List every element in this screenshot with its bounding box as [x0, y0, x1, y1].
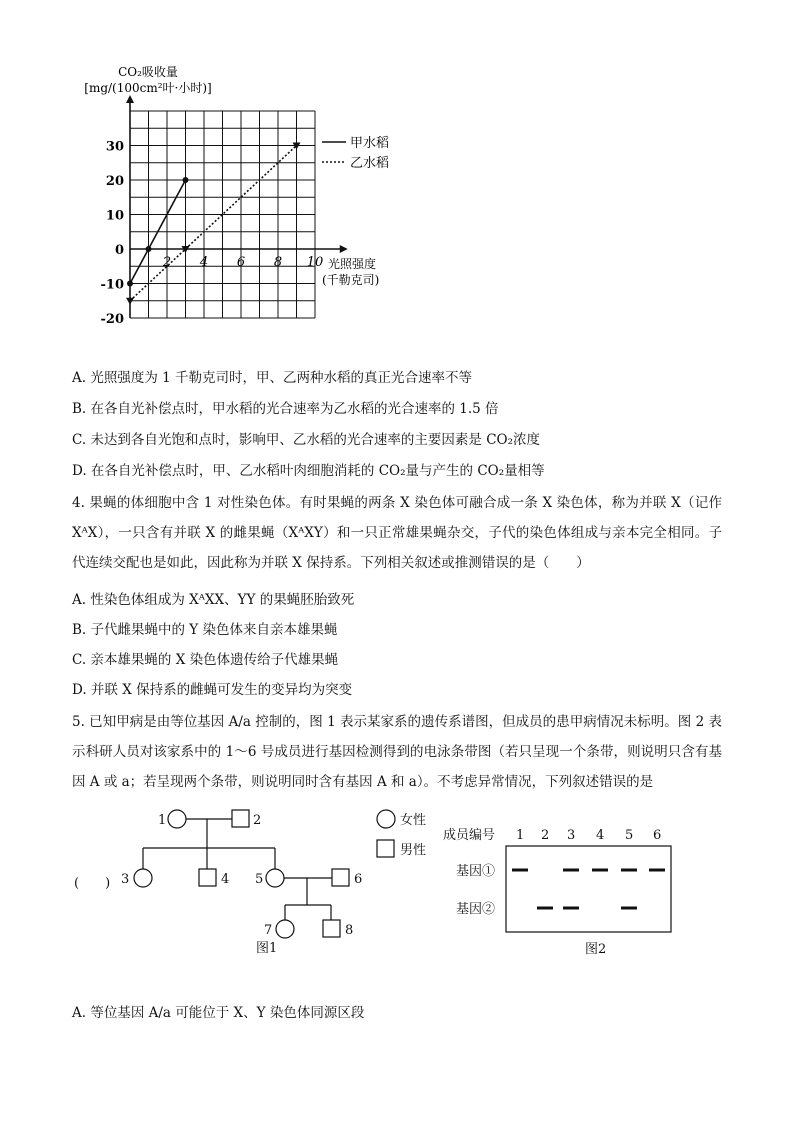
- x-tick-label: 4: [199, 255, 209, 270]
- pedigree-member-6: [332, 869, 349, 886]
- pedigree-member-4: [199, 869, 216, 886]
- legend-male-symbol: [377, 840, 394, 857]
- pedigree-number-5: 5: [255, 872, 264, 887]
- gel-header: 成员编号: [443, 828, 496, 843]
- y-axis-title-line2: [mg/(100cm²叶·小时)]: [84, 81, 212, 95]
- pedigree-number-1: 1: [158, 813, 167, 828]
- gel-band: [592, 869, 608, 872]
- co2-light-chart: [0, 0, 794, 340]
- gel-lane-4: 4: [596, 828, 605, 843]
- gel-lane-6: 6: [653, 828, 662, 843]
- pedigree-number-4: 4: [221, 872, 230, 887]
- pedigree-number-7: 7: [264, 923, 273, 938]
- q5-answer-blank: ( ): [74, 876, 111, 891]
- figures-q5: [0, 800, 794, 960]
- gel-row2-label: 基因②: [456, 902, 496, 917]
- x-tick-label: 10: [306, 255, 324, 270]
- legend-male-label: 男性: [400, 843, 427, 858]
- gel-band: [563, 907, 579, 910]
- gel-band: [512, 869, 528, 872]
- y-tick-label: -10: [100, 277, 124, 293]
- gel-lane-2: 2: [541, 828, 550, 843]
- q5-stem: 5. 已知甲病是由等位基因 A/a 控制的，图 1 表示某家系的遗传系谱图，但成员的患甲病情况未标明。图 2 表示科研人员对该家系中的 1～6 号成员进行基因检测得到的电泳条带图（若只呈现一个条带，则说明只含有基因 A 或 a；若呈现两个条带，则说明同时含有基因 A 和 a）。不考虑异常情况，下列叙述错误的是: [72, 714, 722, 790]
- chart-ticks: [101, 140, 324, 328]
- q4-option-a: A. 性染色体组成为 XᴬXX、YY 的果蝇胚胎致死: [72, 592, 355, 608]
- gel-band: [621, 869, 637, 872]
- gel-row1-label: 基因①: [456, 864, 496, 879]
- series-yi-line: [130, 146, 297, 301]
- x-axis-title-line1: 光照强度: [328, 257, 377, 271]
- q3-option-a: A. 光照强度为 1 千勒克司时，甲、乙两种水稻的真正光合速率不等: [72, 370, 473, 386]
- gel-band: [621, 907, 637, 910]
- gel-bands: [512, 869, 665, 910]
- x-tick-label: 2: [162, 255, 172, 270]
- y-tick-label: 10: [105, 208, 124, 224]
- pedigree-number-3: 3: [121, 872, 130, 887]
- y-tick-label: 0: [114, 243, 124, 258]
- y-tick-label: 30: [105, 139, 124, 155]
- q5-option-a: A. 等位基因 A/a 可能位于 X、Y 染色体同源区段: [72, 1005, 365, 1021]
- gel-band: [537, 907, 553, 910]
- pedigree-member-5: [266, 869, 284, 887]
- chart-grid: [126, 95, 348, 318]
- gel-band: [649, 869, 665, 872]
- pedigree-member-2: [232, 810, 249, 827]
- y-tick-label: -20: [100, 312, 124, 327]
- pedigree-number-6: 6: [354, 872, 363, 887]
- gel-band: [563, 869, 579, 872]
- series-jia-point: [127, 281, 133, 287]
- legend-yi-label: 乙水稻: [350, 156, 390, 171]
- y-tick-label: 20: [105, 174, 124, 189]
- y-axis-arrow: [126, 95, 134, 103]
- legend-female-symbol: [377, 810, 395, 828]
- pedigree-member-8: [323, 920, 340, 937]
- pedigree-number-2: 2: [253, 813, 262, 828]
- pedigree-member-7: [276, 920, 294, 938]
- q3-option-b: B. 在各自光补偿点时，甲水稻的光合速率为乙水稻的光合速率的 1.5 倍: [72, 401, 499, 417]
- q4-option-c: C. 亲本雄果蝇的 X 染色体遗传给子代雄果蝇: [72, 652, 339, 668]
- figure1-caption: 图1: [256, 941, 278, 956]
- pedigree-member-3: [134, 869, 152, 887]
- chart-series: [126, 143, 301, 305]
- q3-option-d: D. 在各自光补偿点时，甲、乙水稻叶肉细胞消耗的 CO₂量与产生的 CO₂量相等: [72, 463, 545, 479]
- gel-box: [506, 846, 671, 932]
- gel-lane-3: 3: [567, 828, 576, 843]
- y-axis-title-line1: CO₂吸收量: [118, 65, 178, 79]
- x-axis-arrow: [340, 245, 348, 253]
- pedigree-number-8: 8: [345, 923, 354, 938]
- figure2-caption: 图2: [585, 942, 607, 957]
- x-tick-label: 6: [236, 255, 246, 270]
- gel-lane-5: 5: [625, 828, 634, 843]
- legend-female-label: 女性: [400, 813, 427, 828]
- series-jia-point: [183, 177, 189, 183]
- x-tick-label: 8: [273, 255, 283, 270]
- pedigree-member-1: [168, 810, 186, 828]
- x-axis-title-line2: (千勒克司): [322, 273, 380, 287]
- q4-stem: 4. 果蝇的体细胞中含 1 对性染色体。有时果蝇的两条 X 染色体可融合成一条 X 染色体，称为并联 X（记作 XᴬX），一只含有并联 X 的雌果蝇（XᴬXY）和一只正常雄果蝇杂交，子代的染色体组成与亲本完全相同。子代连续交配也是如此，因此称为并联 X 保持系。下列相关叙述或推测错误的是（ ）: [72, 495, 722, 571]
- gel-lane-1: 1: [516, 828, 525, 843]
- q4-option-b: B. 子代雌果蝇中的 Y 染色体来自亲本雄果蝇: [72, 622, 338, 638]
- legend-jia-label: 甲水稻: [350, 136, 390, 151]
- q4-option-d: D. 并联 X 保持系的雌蝇可发生的变异均为突变: [72, 682, 353, 698]
- series-jia-point: [146, 246, 152, 252]
- q3-option-c: C. 未达到各自光饱和点时，影响甲、乙水稻的光合速率的主要因素是 CO₂浓度: [72, 432, 541, 448]
